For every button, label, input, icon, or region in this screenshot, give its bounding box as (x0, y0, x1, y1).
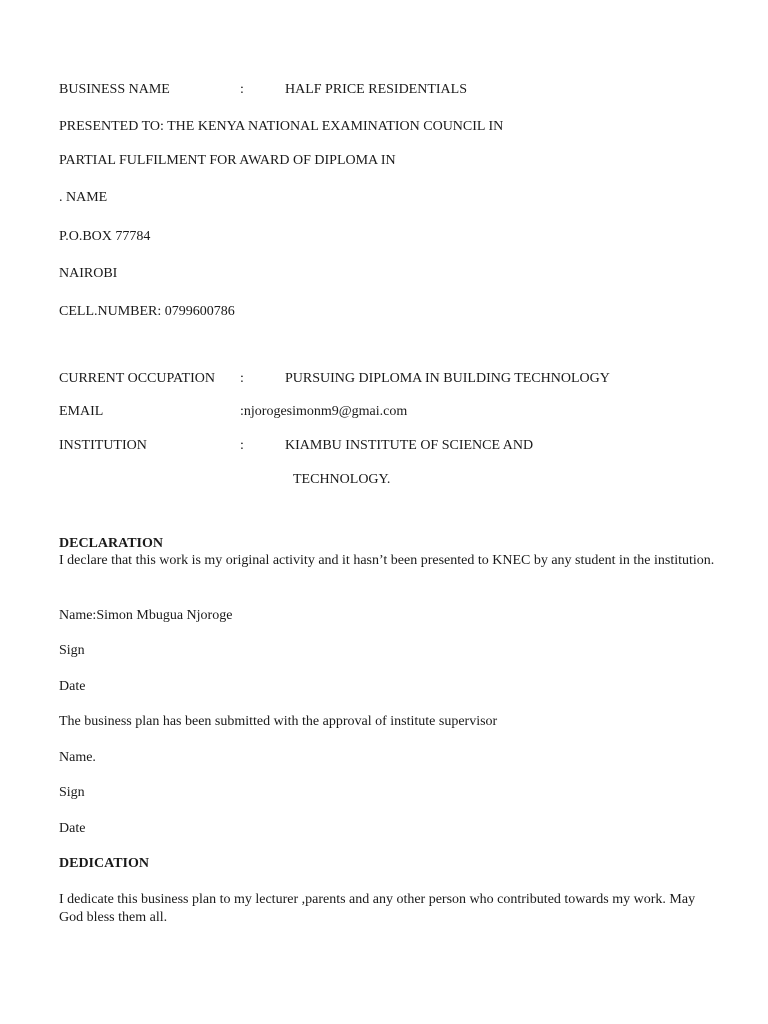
declaration-text: I declare that this work is my original activity and it hasn’t been presented to KNEC by any student in the institution. (59, 553, 715, 568)
city-line: NAIROBI (59, 266, 118, 281)
dedication-text: I dedicate this business plan to my lecturer ,parents and any other person who contributed towards my work. May God bless them all. (59, 892, 696, 925)
institution-value-line1: KIAMBU INSTITUTE OF SCIENCE AND (285, 438, 534, 453)
institution-label: INSTITUTION (59, 438, 147, 453)
po-box-line: P.O.BOX 77784 (59, 229, 151, 244)
supervisor-approval-text: The business plan has been submitted with the approval of institute supervisor (59, 714, 498, 729)
declaration-heading: DECLARATION (59, 536, 163, 551)
occupation-colon: : (240, 371, 244, 386)
student-date-line: Date (59, 679, 86, 694)
business-name-value: HALF PRICE RESIDENTIALS (285, 82, 468, 97)
business-name-colon: : (240, 82, 244, 97)
email-value: :njorogesimonm9@gmai.com (240, 404, 408, 419)
institution-colon: : (240, 438, 244, 453)
cell-number-line: CELL.NUMBER: 0799600786 (59, 304, 235, 319)
dedication-heading: DEDICATION (59, 856, 149, 871)
supervisor-date-line: Date (59, 821, 86, 836)
occupation-value: PURSUING DIPLOMA IN BUILDING TECHNOLOGY (285, 371, 610, 386)
presented-to-line: PRESENTED TO: THE KENYA NATIONAL EXAMINATION COUNCIL IN (59, 119, 504, 134)
partial-fulfilment-line: PARTIAL FULFILMENT FOR AWARD OF DIPLOMA IN (59, 153, 396, 168)
name-line: . NAME (59, 190, 108, 205)
email-label: EMAIL (59, 404, 104, 419)
supervisor-name-line: Name. (59, 750, 96, 765)
student-sign-line: Sign (59, 643, 85, 658)
student-name-line: Name:Simon Mbugua Njoroge (59, 608, 233, 623)
supervisor-sign-line: Sign (59, 785, 85, 800)
institution-value-line2: TECHNOLOGY. (293, 472, 391, 487)
occupation-label: CURRENT OCCUPATION (59, 371, 215, 386)
business-name-label: BUSINESS NAME (59, 82, 170, 97)
